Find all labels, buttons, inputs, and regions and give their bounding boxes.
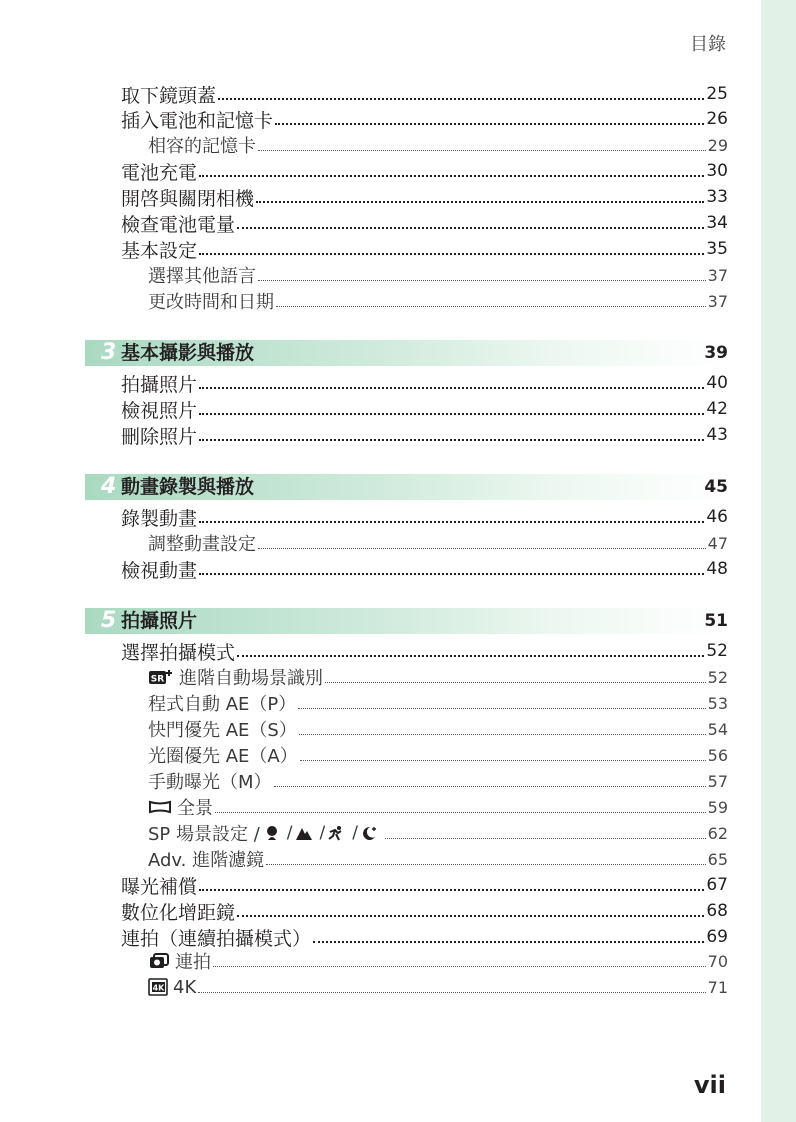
- chapter-number: 4: [101, 474, 117, 499]
- dot-leader: [258, 280, 706, 281]
- chapter-number: 3: [101, 340, 117, 365]
- dot-leader: [266, 864, 706, 865]
- toc-entry-page: 71: [707, 977, 728, 997]
- chapter-title: 動畫錄製與播放: [121, 476, 255, 498]
- dot-leader: [213, 966, 706, 967]
- toc-subentry[interactable]: [148, 664, 728, 690]
- toc-entry-page: 52: [707, 667, 728, 687]
- toc-subentry[interactable]: [148, 974, 728, 1000]
- dot-leader: [237, 655, 704, 657]
- 4k-icon: [148, 978, 168, 996]
- toc-entry[interactable]: [121, 504, 728, 530]
- toc-subentry[interactable]: [148, 846, 728, 872]
- toc-entry-label: 相容的記憶卡: [148, 136, 256, 157]
- toc-entry-page: 37: [707, 265, 728, 285]
- toc-entry[interactable]: [121, 236, 728, 262]
- toc-entry-page: 67: [706, 875, 728, 895]
- chapter-4-heading[interactable]: [85, 474, 728, 500]
- toc-entry[interactable]: [121, 924, 728, 950]
- toc-entry-label: 數位化增距鏡: [121, 901, 236, 924]
- chapter-title: 拍攝照片: [121, 610, 198, 632]
- toc-subentry[interactable]: [148, 288, 728, 314]
- toc-entry-label: Adv. 進階濾鏡: [148, 850, 265, 871]
- panorama-icon: [148, 799, 172, 815]
- toc-entry-page: 70: [707, 951, 728, 971]
- advanced-sr-auto-icon: [148, 668, 174, 686]
- dot-leader: [298, 708, 705, 709]
- toc-entry-page: 29: [707, 135, 728, 155]
- toc-subentry[interactable]: [148, 132, 728, 158]
- dot-leader: [218, 98, 704, 100]
- toc-entry-label: 連拍（連續拍攝模式）: [121, 927, 312, 950]
- toc-entry-label: 調整動畫設定: [148, 534, 256, 555]
- toc-entry-label: 錄製動畫: [121, 507, 198, 530]
- toc-entry[interactable]: [121, 370, 728, 396]
- dot-leader: [199, 521, 704, 523]
- toc-entry-label: 手動曝光（M）: [148, 772, 272, 793]
- dot-leader: [237, 227, 704, 229]
- toc-subentry[interactable]: [148, 262, 728, 288]
- toc-entry-label: 取下鏡頭蓋: [121, 84, 217, 107]
- toc-entry-page: 46: [706, 507, 728, 527]
- toc-entry-label: 光圈優先 AE（A）: [148, 746, 298, 767]
- toc-entry-page: 37: [707, 291, 728, 311]
- toc-entry-label: 連拍: [175, 952, 211, 973]
- dot-leader: [313, 941, 704, 943]
- toc-entry[interactable]: [121, 556, 728, 582]
- dot-leader: [215, 812, 706, 813]
- dot-leader: [325, 682, 706, 683]
- toc-entry[interactable]: [121, 396, 728, 422]
- toc-entry-page: 52: [706, 641, 728, 661]
- toc-entry-label: 插入電池和記憶卡: [121, 109, 274, 132]
- toc-entry[interactable]: [121, 898, 728, 924]
- toc-entry-label: 4K: [173, 976, 197, 998]
- page-header-title: 目錄: [690, 34, 726, 55]
- dot-leader: [300, 760, 706, 761]
- toc-entry-page: 43: [706, 425, 728, 445]
- toc-entry-label: 曝光補償: [121, 875, 198, 898]
- chapter-page: 45: [704, 477, 728, 497]
- separator-slash: /: [286, 823, 293, 843]
- toc-subentry[interactable]: [148, 948, 728, 974]
- toc-entry-label: 檢視動畫: [121, 559, 198, 582]
- dot-leader: [199, 387, 704, 389]
- landscape-scene-icon: [295, 825, 313, 841]
- chapter-number: 5: [101, 608, 117, 633]
- continuous-shooting-icon: [148, 952, 170, 970]
- toc-entry-label: 選擇拍攝模式: [121, 641, 236, 664]
- toc-entry-page: 35: [706, 239, 728, 259]
- toc-entry-page: 56: [707, 745, 728, 765]
- toc-entry[interactable]: [121, 210, 728, 236]
- toc-entry[interactable]: [121, 81, 728, 107]
- toc-subentry[interactable]: [148, 716, 728, 742]
- toc-entry[interactable]: [121, 184, 728, 210]
- svg-text:4K: 4K: [152, 983, 165, 993]
- toc-entry-label: 快門優先 AE（S）: [148, 720, 297, 741]
- toc-entry-label: 開啓與關閉相機: [121, 187, 255, 210]
- toc-subentry[interactable]: [148, 794, 728, 820]
- toc-entry-page: 48: [706, 559, 728, 579]
- toc-entry[interactable]: [121, 422, 728, 448]
- dot-leader: [199, 889, 704, 891]
- toc-entry-page: 40: [706, 373, 728, 393]
- toc-subentry[interactable]: [148, 690, 728, 716]
- dot-leader: [258, 548, 706, 549]
- toc-entry[interactable]: [121, 106, 728, 132]
- toc-entry-page: 53: [707, 693, 728, 713]
- dot-leader: [274, 786, 706, 787]
- toc-entry[interactable]: [121, 872, 728, 898]
- toc-entry-label: 進階自動場景識別: [179, 668, 323, 689]
- svg-text:SR: SR: [150, 674, 165, 685]
- sport-scene-icon: [327, 825, 345, 841]
- separator-slash: /: [319, 823, 326, 843]
- toc-subentry[interactable]: [148, 768, 728, 794]
- separator-slash: /: [352, 823, 358, 843]
- chapter-3-heading[interactable]: [85, 340, 728, 366]
- dot-leader: [256, 201, 704, 203]
- dot-leader: [199, 573, 704, 575]
- toc-entry-label: 基本設定: [121, 239, 198, 262]
- dot-leader: [275, 123, 704, 125]
- toc-subentry[interactable]: [148, 742, 728, 768]
- toc-entry-page: 47: [707, 533, 728, 553]
- toc-entry-label: 更改時間和日期: [148, 292, 274, 313]
- toc-subentry[interactable]: [148, 820, 728, 846]
- chapter-title: 基本攝影與播放: [121, 342, 255, 364]
- dot-leader: [198, 992, 705, 993]
- chapter-page: 39: [704, 343, 728, 363]
- toc-entry-label: 程式自動 AE（P）: [148, 694, 297, 715]
- toc-entry-label: 電池充電: [121, 161, 198, 184]
- page-number: vii: [693, 1071, 726, 1099]
- dot-leader: [385, 838, 706, 839]
- toc-entry-page: 30: [706, 161, 728, 181]
- dot-leader: [199, 253, 704, 255]
- toc-entry-label: SP 場景設定 /: [148, 824, 260, 845]
- toc-entry-page: 26: [706, 109, 728, 129]
- toc-entry-page: 54: [707, 719, 728, 739]
- dot-leader: [299, 734, 706, 735]
- dot-leader: [258, 150, 706, 151]
- dot-leader: [237, 915, 704, 917]
- toc-entry-page: 68: [706, 901, 728, 921]
- toc-entry[interactable]: [121, 158, 728, 184]
- toc-entry-label: 選擇其他語言: [148, 266, 256, 287]
- toc-entry-page: 34: [706, 213, 728, 233]
- toc-entry-label: 刪除照片: [121, 425, 198, 448]
- toc-entry-page: 33: [706, 187, 728, 207]
- toc-entry-page: 57: [707, 771, 728, 791]
- toc-entry-page: 65: [707, 849, 728, 869]
- dot-leader: [276, 306, 706, 307]
- portrait-scene-icon: [264, 825, 280, 841]
- toc-entry-label: 檢查電池電量: [121, 213, 236, 236]
- chapter-page: 51: [704, 611, 728, 631]
- toc-entry-page: 42: [706, 399, 728, 419]
- dot-leader: [199, 175, 704, 177]
- toc-entry-page: 62: [707, 823, 728, 843]
- night-scene-icon: [360, 825, 378, 841]
- chapter-5-heading[interactable]: [85, 608, 728, 634]
- toc-entry-page: 69: [706, 927, 728, 947]
- toc-subentry[interactable]: [148, 530, 728, 556]
- toc-entry-page: 59: [707, 797, 728, 817]
- toc-entry-page: 25: [706, 84, 728, 104]
- toc-entry-label: 檢視照片: [121, 399, 198, 422]
- dot-leader: [199, 413, 704, 415]
- toc-entry-label: 全景: [177, 798, 213, 819]
- toc-entry-label: 拍攝照片: [121, 373, 198, 396]
- toc-entry[interactable]: [121, 638, 728, 664]
- dot-leader: [199, 439, 704, 441]
